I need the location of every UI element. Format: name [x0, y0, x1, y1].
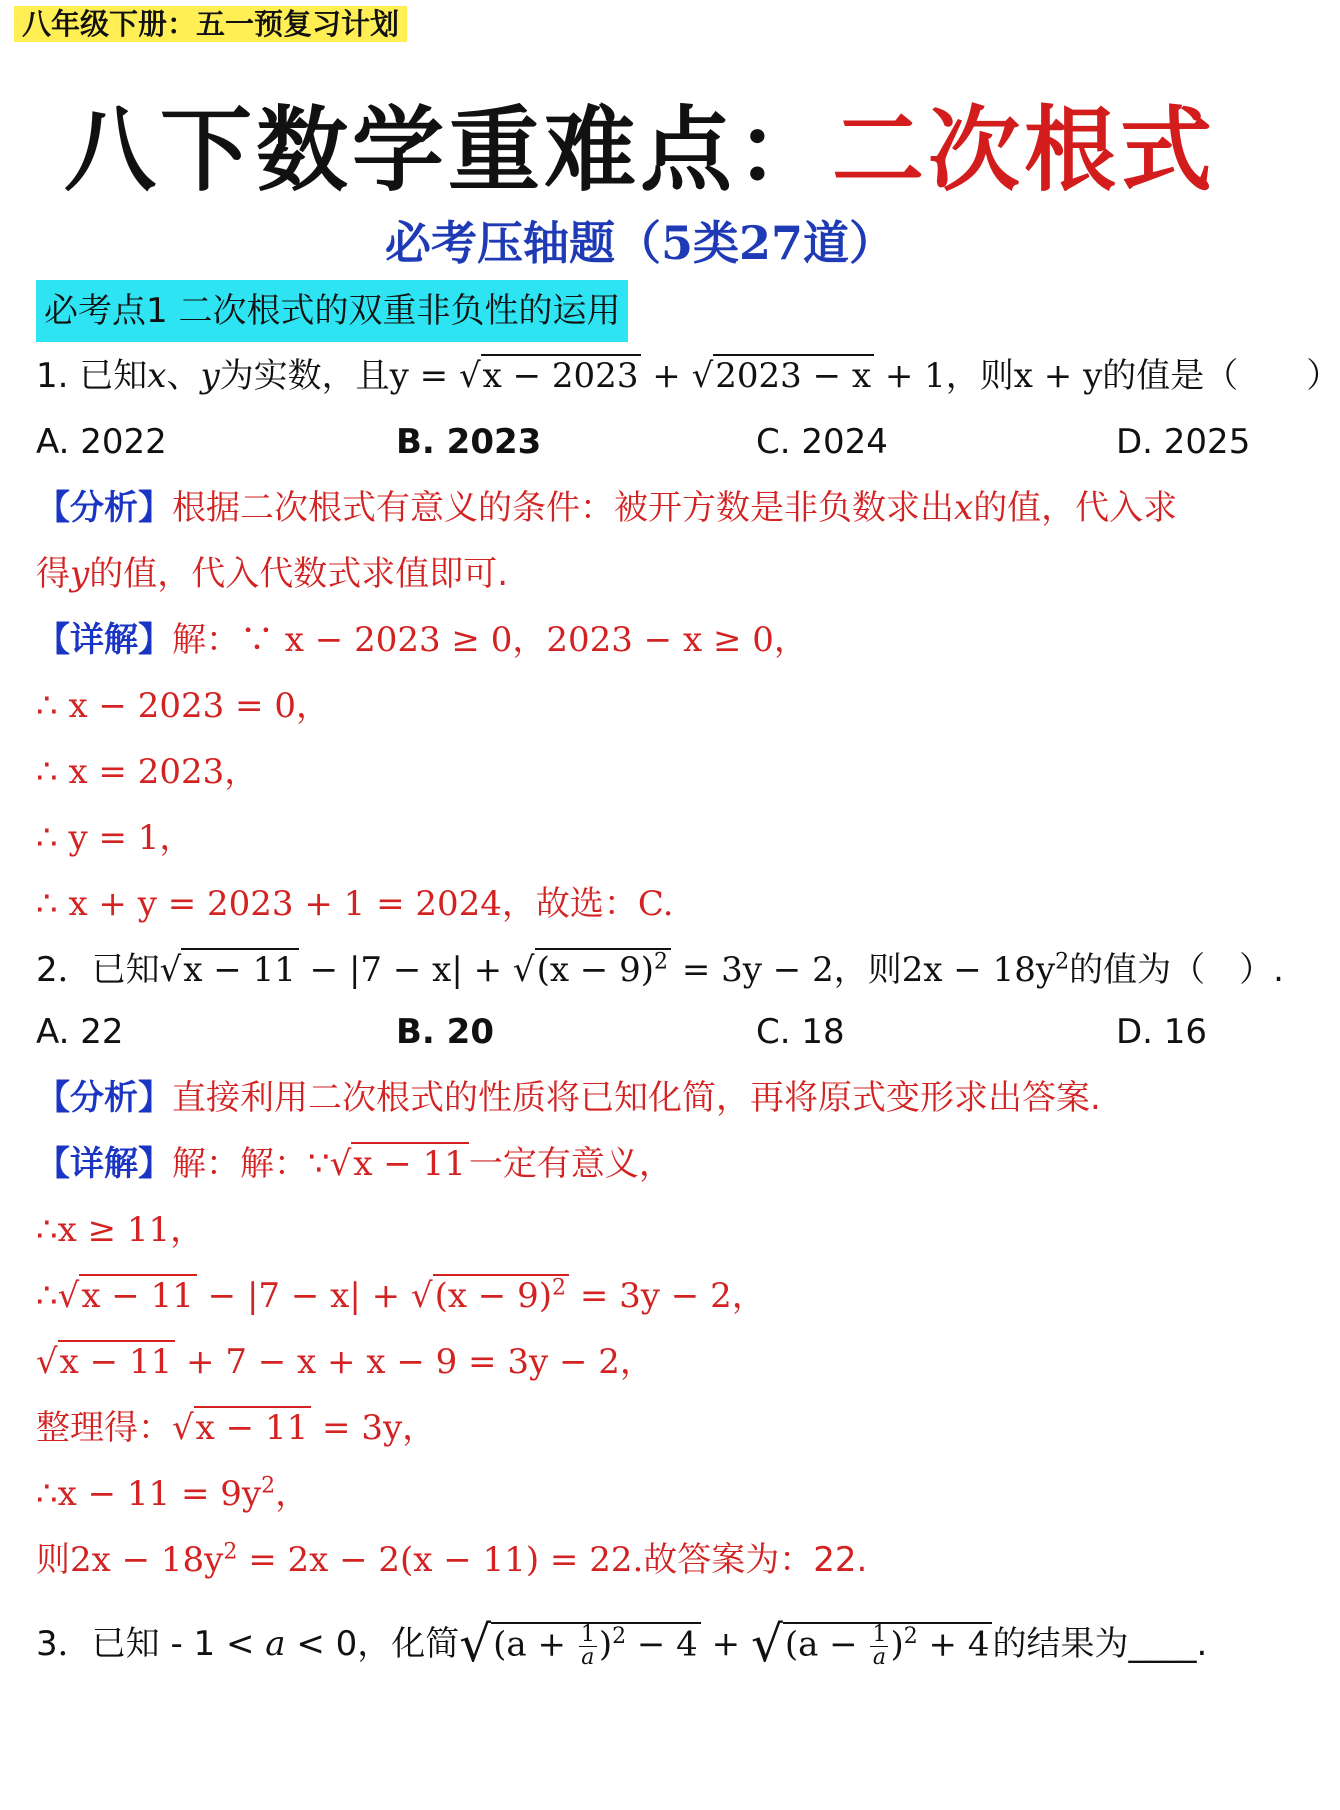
header-tag: 八年级下册：五一预复习计划	[14, 6, 407, 42]
q2-step-4	[36, 1404, 436, 1452]
q1-analysis-line-2	[36, 550, 508, 598]
q2-pre: 2．已知	[36, 950, 160, 990]
q2-step-2	[36, 1272, 766, 1320]
q2-step-6	[36, 1536, 867, 1584]
q1-radical-1: √x − 2023	[459, 352, 641, 400]
q2-step-2-pre: ∴	[36, 1276, 58, 1316]
q1-analysis-text-1: 根据二次根式有意义的条件：被开方数是非负数求出	[172, 488, 954, 528]
q1-step-1: ∴ x − 2023 = 0，	[36, 686, 330, 726]
q2-radical-1: √x − 11	[160, 946, 299, 994]
q2-option-d: D. 16	[1116, 1012, 1208, 1052]
q1-mid1: 、	[166, 356, 201, 396]
q1-analysis-var-y: y	[70, 554, 90, 594]
q2-radical-2: $√(x - 9)^2$	[513, 946, 671, 994]
q3-mid: < 0，化简	[285, 1624, 460, 1664]
title-red: 二次根式	[832, 97, 1217, 204]
q1-x: x	[147, 356, 167, 396]
q2-step-4-radical: √x − 11	[172, 1404, 311, 1452]
q1-options	[36, 418, 1256, 466]
q2-analysis-label: 【分析】	[36, 1078, 172, 1118]
q2-eq: = 3y − 2，则2x − 18y	[671, 950, 1056, 990]
q2-step-6-pre: 则2x − 18y	[36, 1540, 224, 1580]
q2-detail-post: 一定有意义，	[468, 1144, 673, 1184]
q1-analysis-text-3b: 的值，代入代数式求值即可.	[89, 554, 509, 594]
q2-detail-radical: √x − 11	[330, 1140, 469, 1188]
q2-detail-label: 【详解】	[36, 1144, 172, 1184]
q1-mid2: 为实数，且	[219, 356, 390, 396]
q1-step-2: ∴ x = 2023，	[36, 752, 259, 792]
q2-option-a: A. 22	[36, 1012, 124, 1052]
q2-step-2-radical-2: $√(x - 9)^2$	[411, 1272, 569, 1320]
q1-option-a: A. 2022	[36, 422, 167, 462]
q3-blank: ____.	[1128, 1624, 1208, 1664]
q2-step-2-post: = 3y − 2，	[569, 1276, 766, 1316]
q3-pre: 3．已知 - 1 <	[36, 1624, 266, 1664]
title-black: 八下数学重难点：	[63, 97, 832, 204]
q2-step-4-label: 整理得：	[36, 1408, 172, 1448]
q2-detail-pre: 解：解：∵	[172, 1144, 330, 1184]
q1-detail-line	[36, 616, 808, 664]
q2-step-2-mid: − |7 − x| +	[196, 1276, 411, 1316]
q2-step-1: ∴x ≥ 11，	[36, 1210, 205, 1250]
page-title	[0, 96, 1280, 206]
question-3	[36, 1614, 1207, 1674]
q2-analysis-text: 直接利用二次根式的性质将已知化简，再将原式变形求出答案.	[172, 1078, 1101, 1118]
q1-option-d: D. 2025	[1116, 422, 1251, 462]
q2-step-2-radical-1: √x − 11	[58, 1272, 197, 1320]
q1-step-4: ∴ x + y = 2023 + 1 = 2024，故选：C.	[36, 884, 674, 924]
q1-y: y	[200, 356, 220, 396]
q3-radical-2: √(a − $\frac{1}{a}$ )$^2$ + 4	[751, 1614, 993, 1674]
q1-option-c: C. 2024	[756, 422, 888, 462]
q2-option-b: B. 20	[396, 1012, 494, 1052]
page-subtitle: 必考压轴题（5类27道）	[384, 216, 896, 270]
q1-option-b: B. 2023	[396, 422, 542, 462]
q2-step-3	[36, 1338, 654, 1386]
q2-step-5-sq: 2	[261, 1473, 276, 1499]
key-point-label: 必考点1 二次根式的双重非负性的运用	[36, 280, 628, 342]
q1-tail: + 1，则	[874, 356, 1014, 396]
q1-analysis-line-1	[36, 484, 1177, 532]
q2-step-3-post: + 7 − x + x − 9 = 3y − 2，	[175, 1342, 654, 1382]
q1-analysis-var-x: x	[954, 488, 974, 528]
q1-analysis-text-3a: 得	[36, 554, 70, 594]
q2-sq2: 2	[1055, 949, 1070, 975]
q1-analysis-label: 【分析】	[36, 488, 172, 528]
q2-step-5-end: ，	[275, 1474, 310, 1514]
q2-step-3-radical: √x − 11	[36, 1338, 175, 1386]
q1-analysis-text-2: 的值，代入求	[973, 488, 1178, 528]
q2-step-6-end: 故答案为：22.	[643, 1540, 868, 1580]
q2-detail-line	[36, 1140, 673, 1188]
q2-analysis-line	[36, 1074, 1101, 1122]
q1-pre: 1. 已知	[36, 356, 148, 396]
q3-plus: +	[700, 1624, 751, 1664]
q2-end: 的值为（ ）.	[1069, 950, 1284, 990]
q2-step-5	[36, 1470, 309, 1518]
q1-detail-label: 【详解】	[36, 620, 172, 660]
q1-step-3: ∴ y = 1，	[36, 818, 194, 858]
q2-options	[36, 1008, 1256, 1056]
q2-step-5-text: ∴x − 11 = 9y	[36, 1474, 262, 1514]
q1-end: 的值是（ ）	[1102, 356, 1340, 396]
q1-radical-2: √2023 − x	[692, 352, 874, 400]
q1-plus: +	[641, 356, 692, 396]
question-2	[36, 946, 1284, 994]
q1-eq: y =	[389, 356, 459, 396]
q1-detail-text: 解：∵ x − 2023 ≥ 0，2023 − x ≥ 0，	[172, 620, 808, 660]
q2-option-c: C. 18	[756, 1012, 845, 1052]
q3-end: 的结果为	[992, 1624, 1129, 1664]
q3-radical-1: √(a + $\frac{1}{a}$ )$^2$ − 4	[459, 1614, 701, 1674]
q2-step-6-sq: 2	[223, 1539, 238, 1565]
q1-ask: x + y	[1013, 356, 1103, 396]
q3-a: a	[265, 1624, 286, 1664]
q2-abs: − |7 − x| +	[298, 950, 513, 990]
question-1	[36, 352, 1340, 400]
q2-step-4-post: = 3y，	[311, 1408, 437, 1448]
q2-step-6-mid: = 2x − 2(x − 11) = 22.	[237, 1540, 644, 1580]
